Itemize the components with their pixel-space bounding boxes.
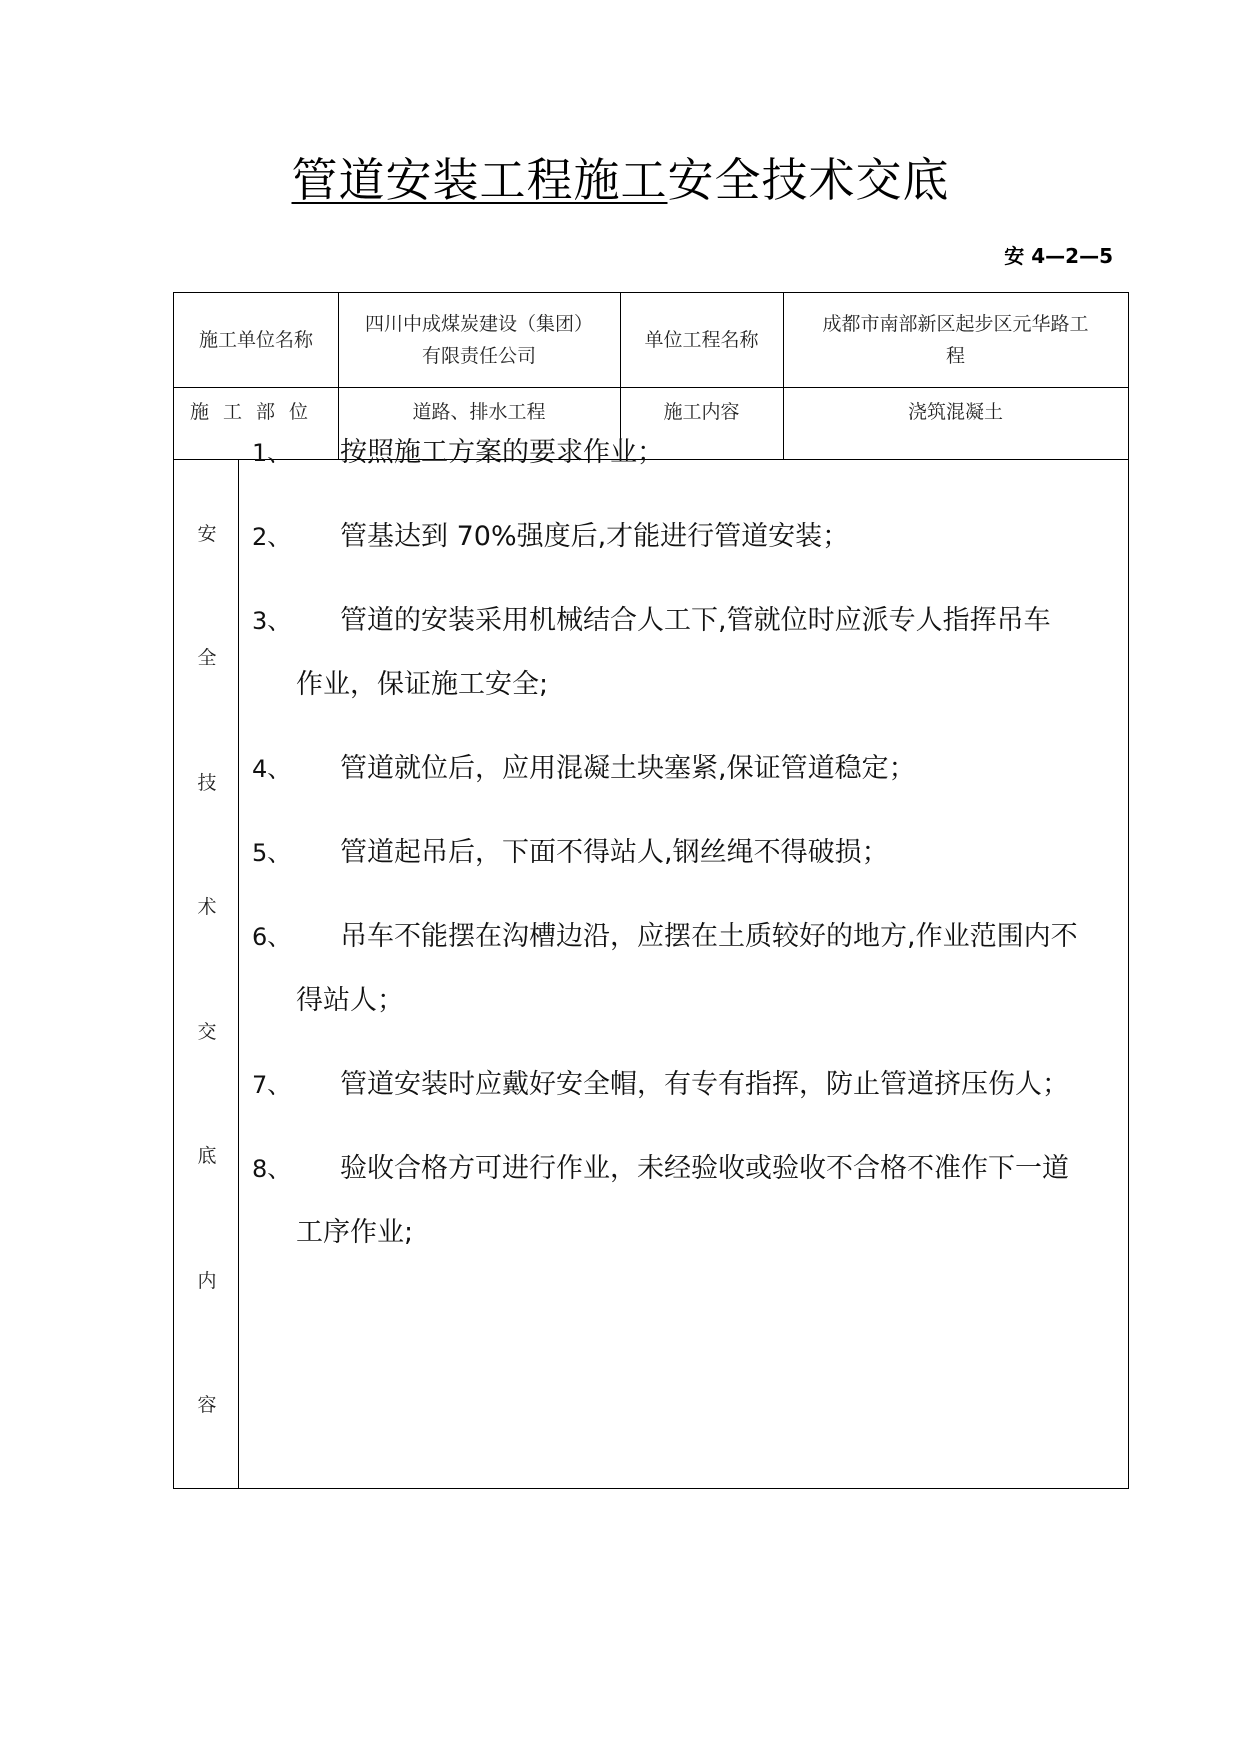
value-construction-part: 道路、排水工程 bbox=[412, 401, 546, 423]
side-label-safety-disclosure bbox=[174, 419, 240, 1487]
list-item bbox=[252, 421, 1122, 485]
item-number: 6、 bbox=[252, 923, 292, 951]
list-item bbox=[252, 1053, 1122, 1117]
item-text-line1: 验收合格方可进行作业，未经验收或验收不合格不准作下一道 bbox=[340, 1153, 1069, 1184]
label-construction-part: 施工部位 bbox=[189, 401, 322, 423]
side-char: 技 bbox=[197, 771, 217, 794]
list-item bbox=[252, 737, 1122, 801]
side-char: 术 bbox=[197, 896, 217, 919]
value-project-name bbox=[783, 293, 1128, 387]
item-number: 4、 bbox=[252, 755, 292, 783]
list-item bbox=[252, 1137, 1122, 1265]
item-text bbox=[296, 1137, 1122, 1265]
item-text-line1: 管道的安装采用机械结合人工下,管就位时应派专人指挥吊车 bbox=[340, 605, 1051, 636]
label-project-name: 单位工程名称 bbox=[644, 329, 759, 351]
item-text-line2: 得站人； bbox=[296, 985, 404, 1016]
item-text-line2: 作业，保证施工安全; bbox=[296, 669, 549, 700]
value-construction-unit-line2: 有限责任公司 bbox=[421, 345, 536, 367]
item-number: 3、 bbox=[252, 607, 292, 635]
side-char: 安 bbox=[197, 523, 217, 545]
value-construction-unit bbox=[338, 293, 620, 387]
item-text-line2: 工序作业; bbox=[296, 1217, 414, 1248]
item-number: 1、 bbox=[252, 439, 292, 467]
item-number: 8、 bbox=[252, 1155, 292, 1183]
item-text: 管道就位后，应用混凝土块塞紧,保证管道稳定； bbox=[340, 753, 916, 784]
value-construction-unit-line1: 四川中成煤炭建设（集团） bbox=[364, 313, 593, 335]
side-char: 底 bbox=[197, 1145, 217, 1168]
label-construction-unit: 施工单位名称 bbox=[198, 329, 313, 351]
list-item bbox=[252, 505, 1122, 569]
safety-items-list bbox=[240, 419, 1128, 1265]
disclosure-table bbox=[173, 292, 1129, 1489]
side-char: 内 bbox=[197, 1269, 217, 1292]
item-text bbox=[296, 589, 1122, 717]
list-item bbox=[252, 905, 1122, 1033]
list-item bbox=[252, 589, 1122, 717]
document-title-rest: 安全技术交底 bbox=[667, 153, 950, 207]
side-char: 容 bbox=[197, 1393, 217, 1416]
item-text: 管道安装时应戴好安全帽，有专有指挥，防止管道挤压伤人； bbox=[340, 1069, 1069, 1100]
value-project-name-line1: 成都市南部新区起步区元华路工 bbox=[822, 313, 1089, 335]
side-char: 全 bbox=[197, 647, 217, 670]
item-text-line1: 吊车不能摆在沟槽边沿，应摆在土质较好的地方,作业范围内不 bbox=[340, 921, 1078, 952]
item-number: 7、 bbox=[252, 1071, 292, 1099]
list-item bbox=[252, 821, 1122, 885]
document-title-underlined: 管道安装工程施工 bbox=[291, 153, 668, 207]
value-project-name-line2: 程 bbox=[945, 345, 965, 367]
item-number: 5、 bbox=[252, 839, 292, 867]
item-number: 2、 bbox=[252, 523, 292, 551]
value-construction-content: 浇筑混凝土 bbox=[907, 401, 1003, 423]
item-text: 管基达到 70%强度后,才能进行管道安装； bbox=[340, 521, 850, 552]
item-text bbox=[296, 905, 1122, 1033]
item-text: 管道起吊后，下面不得站人,钢丝绳不得破损； bbox=[340, 837, 889, 868]
label-construction-content: 施工内容 bbox=[663, 401, 740, 423]
form-code: 安 4—2—5 bbox=[1004, 244, 1113, 268]
item-text: 按照施工方案的要求作业； bbox=[340, 437, 664, 468]
side-char: 交 bbox=[197, 1020, 217, 1043]
document-title bbox=[0, 148, 1241, 212]
